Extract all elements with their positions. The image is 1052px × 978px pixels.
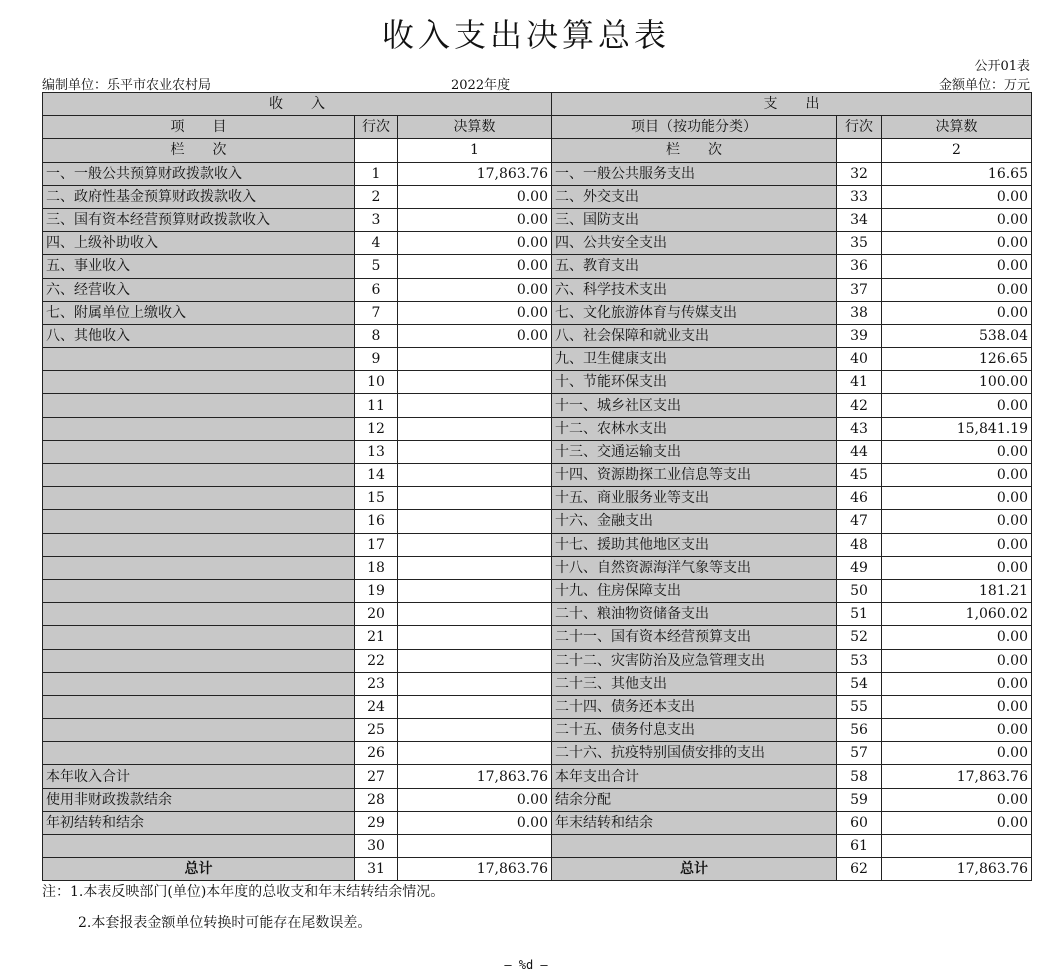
expense-item-cell: 六、科学技术支出 bbox=[552, 278, 837, 301]
expense-item-cell: 二十、粮油物资储备支出 bbox=[552, 603, 837, 626]
expense-item-cell: 十三、交通运输支出 bbox=[552, 440, 837, 463]
income-amount-cell: 0.00 bbox=[398, 301, 552, 324]
expense-item-cell: 二十五、债务付息支出 bbox=[552, 719, 837, 742]
note-1: 注：1.本表反映部门(单位)本年度的总收支和年末结转结余情况。 bbox=[42, 884, 445, 900]
income-rowno-cell: 14 bbox=[355, 464, 398, 487]
income-rowno-cell: 2 bbox=[355, 185, 398, 208]
expense-amount-cell: 0.00 bbox=[882, 742, 1032, 765]
expense-rowno-cell: 44 bbox=[837, 440, 882, 463]
income-item-cell: 使用非财政拨款结余 bbox=[43, 788, 355, 811]
expense-item-cell: 二十二、灾害防治及应急管理支出 bbox=[552, 649, 837, 672]
income-expense-table bbox=[42, 92, 1032, 881]
expense-amount-cell: 0.00 bbox=[882, 695, 1032, 718]
table-row bbox=[43, 626, 1032, 649]
table-row bbox=[43, 208, 1032, 231]
table-row bbox=[43, 417, 1032, 440]
summary-row bbox=[43, 788, 1032, 811]
income-item-cell bbox=[43, 695, 355, 718]
income-rowno-cell: 19 bbox=[355, 579, 398, 602]
expense-item-cell: 十七、援助其他地区支出 bbox=[552, 533, 837, 556]
expense-amount-cell: 0.00 bbox=[882, 185, 1032, 208]
header-row-section bbox=[43, 93, 1032, 116]
compiling-unit: 编制单位：乐平市农业农村局 bbox=[42, 78, 212, 93]
expense-rowno-cell: 53 bbox=[837, 649, 882, 672]
summary-row bbox=[43, 811, 1032, 834]
expense-rowno-cell: 60 bbox=[837, 811, 882, 834]
income-rowno-cell: 3 bbox=[355, 208, 398, 231]
income-item-cell bbox=[43, 533, 355, 556]
expense-amount-cell: 0.00 bbox=[882, 301, 1032, 324]
expense-rowno-cell: 32 bbox=[837, 162, 882, 185]
income-amount-cell: 0.00 bbox=[398, 811, 552, 834]
expense-amount-cell bbox=[882, 835, 1032, 858]
table-row bbox=[43, 649, 1032, 672]
expense-column-2: 2 bbox=[882, 139, 1032, 162]
form-code: 公开01表 bbox=[974, 59, 1030, 74]
income-item-cell bbox=[43, 417, 355, 440]
expense-amount-cell: 15,841.19 bbox=[882, 417, 1032, 440]
income-item-cell: 年初结转和结余 bbox=[43, 811, 355, 834]
expense-amount-cell: 0.00 bbox=[882, 719, 1032, 742]
expense-amount-cell: 0.00 bbox=[882, 533, 1032, 556]
income-item-cell bbox=[43, 742, 355, 765]
income-amount-cell bbox=[398, 719, 552, 742]
header-row-column-index bbox=[43, 139, 1032, 162]
expense-amount-cell: 0.00 bbox=[882, 556, 1032, 579]
income-item-cell bbox=[43, 556, 355, 579]
table-row bbox=[43, 301, 1032, 324]
expense-item-cell: 十、节能环保支出 bbox=[552, 371, 837, 394]
expense-item-cell: 七、文化旅游体育与传媒支出 bbox=[552, 301, 837, 324]
income-item-cell bbox=[43, 626, 355, 649]
income-amount-cell bbox=[398, 464, 552, 487]
table-row bbox=[43, 533, 1032, 556]
expense-item-cell: 十四、资源勘探工业信息等支出 bbox=[552, 464, 837, 487]
income-item-cell bbox=[43, 603, 355, 626]
table-row bbox=[43, 719, 1032, 742]
expense-item-cell: 五、教育支出 bbox=[552, 255, 837, 278]
income-amount-cell: 17,863.76 bbox=[398, 858, 552, 881]
table-row bbox=[43, 556, 1032, 579]
income-amount-cell bbox=[398, 394, 552, 417]
income-column-blank bbox=[355, 139, 398, 162]
summary-row bbox=[43, 765, 1032, 788]
income-item-cell: 五、事业收入 bbox=[43, 255, 355, 278]
income-amount-cell: 17,863.76 bbox=[398, 162, 552, 185]
expense-amount-cell: 0.00 bbox=[882, 440, 1032, 463]
income-amount-cell bbox=[398, 440, 552, 463]
income-item-cell: 四、上级补助收入 bbox=[43, 232, 355, 255]
income-rowno-cell: 28 bbox=[355, 788, 398, 811]
income-amount-cell bbox=[398, 672, 552, 695]
expense-rowno-cell: 62 bbox=[837, 858, 882, 881]
income-amount-cell: 0.00 bbox=[398, 185, 552, 208]
expense-item-cell: 十九、住房保障支出 bbox=[552, 579, 837, 602]
table-row bbox=[43, 742, 1032, 765]
income-rowno-cell: 11 bbox=[355, 394, 398, 417]
expense-rowno-cell: 59 bbox=[837, 788, 882, 811]
table-row bbox=[43, 603, 1032, 626]
income-amount-cell bbox=[398, 533, 552, 556]
income-amount-cell bbox=[398, 649, 552, 672]
expense-rowno-cell: 46 bbox=[837, 487, 882, 510]
expense-item-cell: 八、社会保障和就业支出 bbox=[552, 324, 837, 347]
income-rowno-cell: 6 bbox=[355, 278, 398, 301]
expense-item-cell: 二十四、债务还本支出 bbox=[552, 695, 837, 718]
table-row bbox=[43, 324, 1032, 347]
income-rowno-cell: 15 bbox=[355, 487, 398, 510]
table-row bbox=[43, 162, 1032, 185]
income-item-cell bbox=[43, 348, 355, 371]
income-rowno-cell: 22 bbox=[355, 649, 398, 672]
income-item-cell: 七、附属单位上缴收入 bbox=[43, 301, 355, 324]
income-amount-cell bbox=[398, 371, 552, 394]
income-column-label: 栏 次 bbox=[43, 139, 355, 162]
table-row bbox=[43, 440, 1032, 463]
meta-row bbox=[42, 74, 1030, 92]
expense-rowno-cell: 33 bbox=[837, 185, 882, 208]
expense-rowno-cell: 35 bbox=[837, 232, 882, 255]
income-rowno-cell: 29 bbox=[355, 811, 398, 834]
income-amount-cell bbox=[398, 487, 552, 510]
expense-amount-cell: 181.21 bbox=[882, 579, 1032, 602]
expense-amount-cell: 538.04 bbox=[882, 324, 1032, 347]
expense-amount-cell: 0.00 bbox=[882, 487, 1032, 510]
income-rowno-cell: 7 bbox=[355, 301, 398, 324]
income-item-cell bbox=[43, 672, 355, 695]
expense-item-cell: 三、国防支出 bbox=[552, 208, 837, 231]
income-item-cell: 一、一般公共预算财政拨款收入 bbox=[43, 162, 355, 185]
expense-column-blank bbox=[837, 139, 882, 162]
expense-item-cell: 二十一、国有资本经营预算支出 bbox=[552, 626, 837, 649]
expense-rowno-cell: 36 bbox=[837, 255, 882, 278]
income-amount-cell bbox=[398, 417, 552, 440]
expense-rowno-cell: 42 bbox=[837, 394, 882, 417]
expense-rowno-cell: 48 bbox=[837, 533, 882, 556]
expense-rowno-cell: 61 bbox=[837, 835, 882, 858]
income-rowno-cell: 9 bbox=[355, 348, 398, 371]
expense-amount-header: 决算数 bbox=[882, 116, 1032, 139]
total-row bbox=[43, 858, 1032, 881]
income-amount-cell: 0.00 bbox=[398, 788, 552, 811]
expense-amount-cell: 0.00 bbox=[882, 626, 1032, 649]
expense-rowno-cell: 57 bbox=[837, 742, 882, 765]
expense-amount-cell: 100.00 bbox=[882, 371, 1032, 394]
expense-rowno-cell: 40 bbox=[837, 348, 882, 371]
income-amount-cell: 17,863.76 bbox=[398, 765, 552, 788]
expense-amount-cell: 126.65 bbox=[882, 348, 1032, 371]
table-row bbox=[43, 348, 1032, 371]
income-item-header: 项 目 bbox=[43, 116, 355, 139]
income-rowno-header: 行次 bbox=[355, 116, 398, 139]
income-rowno-cell: 26 bbox=[355, 742, 398, 765]
expense-column-label: 栏 次 bbox=[552, 139, 837, 162]
page-number: — %d — bbox=[504, 958, 548, 972]
income-item-cell bbox=[43, 487, 355, 510]
table-row bbox=[43, 394, 1032, 417]
income-rowno-cell: 21 bbox=[355, 626, 398, 649]
expense-amount-cell: 17,863.76 bbox=[882, 858, 1032, 881]
table-row bbox=[43, 487, 1032, 510]
income-item-cell bbox=[43, 579, 355, 602]
expense-section-header: 支 出 bbox=[552, 93, 1032, 116]
table-row bbox=[43, 185, 1032, 208]
expense-rowno-cell: 50 bbox=[837, 579, 882, 602]
expense-amount-cell: 0.00 bbox=[882, 649, 1032, 672]
income-item-cell: 二、政府性基金预算财政拨款收入 bbox=[43, 185, 355, 208]
expense-item-header: 项目（按功能分类） bbox=[552, 116, 837, 139]
header-row-columns bbox=[43, 116, 1032, 139]
income-rowno-cell: 12 bbox=[355, 417, 398, 440]
income-amount-cell bbox=[398, 579, 552, 602]
income-rowno-cell: 27 bbox=[355, 765, 398, 788]
expense-rowno-cell: 37 bbox=[837, 278, 882, 301]
table-row bbox=[43, 464, 1032, 487]
income-amount-cell bbox=[398, 556, 552, 579]
table-row bbox=[43, 232, 1032, 255]
income-item-cell bbox=[43, 440, 355, 463]
table-row bbox=[43, 510, 1032, 533]
income-item-cell bbox=[43, 394, 355, 417]
income-item-cell: 三、国有资本经营预算财政拨款收入 bbox=[43, 208, 355, 231]
expense-rowno-cell: 41 bbox=[837, 371, 882, 394]
income-amount-cell: 0.00 bbox=[398, 232, 552, 255]
expense-item-cell: 四、公共安全支出 bbox=[552, 232, 837, 255]
expense-rowno-cell: 54 bbox=[837, 672, 882, 695]
table-row bbox=[43, 579, 1032, 602]
income-rowno-cell: 16 bbox=[355, 510, 398, 533]
income-rowno-cell: 10 bbox=[355, 371, 398, 394]
expense-rowno-cell: 39 bbox=[837, 324, 882, 347]
expense-amount-cell: 0.00 bbox=[882, 232, 1032, 255]
expense-amount-cell: 0.00 bbox=[882, 672, 1032, 695]
income-amount-cell bbox=[398, 742, 552, 765]
expense-rowno-cell: 49 bbox=[837, 556, 882, 579]
expense-item-cell: 十八、自然资源海洋气象等支出 bbox=[552, 556, 837, 579]
expense-item-cell: 本年支出合计 bbox=[552, 765, 837, 788]
income-rowno-cell: 18 bbox=[355, 556, 398, 579]
income-rowno-cell: 24 bbox=[355, 695, 398, 718]
income-section-header: 收 入 bbox=[43, 93, 552, 116]
income-item-cell bbox=[43, 835, 355, 858]
table-row bbox=[43, 278, 1032, 301]
expense-amount-cell: 0.00 bbox=[882, 394, 1032, 417]
income-rowno-cell: 1 bbox=[355, 162, 398, 185]
income-rowno-cell: 13 bbox=[355, 440, 398, 463]
expense-item-cell: 一、一般公共服务支出 bbox=[552, 162, 837, 185]
summary-row bbox=[43, 835, 1032, 858]
income-amount-cell bbox=[398, 626, 552, 649]
income-rowno-cell: 25 bbox=[355, 719, 398, 742]
expense-item-cell: 年末结转和结余 bbox=[552, 811, 837, 834]
expense-amount-cell: 0.00 bbox=[882, 278, 1032, 301]
expense-item-cell: 二十三、其他支出 bbox=[552, 672, 837, 695]
expense-rowno-header: 行次 bbox=[837, 116, 882, 139]
income-amount-cell bbox=[398, 603, 552, 626]
expense-rowno-cell: 58 bbox=[837, 765, 882, 788]
expense-item-cell: 十六、金融支出 bbox=[552, 510, 837, 533]
fiscal-year: 2022年度 bbox=[451, 78, 511, 93]
table-row bbox=[43, 255, 1032, 278]
income-item-cell bbox=[43, 371, 355, 394]
income-item-cell: 总计 bbox=[43, 858, 355, 881]
expense-rowno-cell: 55 bbox=[837, 695, 882, 718]
income-amount-cell bbox=[398, 348, 552, 371]
expense-amount-cell: 0.00 bbox=[882, 208, 1032, 231]
expense-rowno-cell: 38 bbox=[837, 301, 882, 324]
income-rowno-cell: 8 bbox=[355, 324, 398, 347]
income-item-cell bbox=[43, 649, 355, 672]
expense-amount-cell: 0.00 bbox=[882, 788, 1032, 811]
expense-item-cell bbox=[552, 835, 837, 858]
expense-amount-cell: 0.00 bbox=[882, 510, 1032, 533]
income-item-cell bbox=[43, 510, 355, 533]
expense-amount-cell: 1,060.02 bbox=[882, 603, 1032, 626]
income-rowno-cell: 17 bbox=[355, 533, 398, 556]
expense-rowno-cell: 45 bbox=[837, 464, 882, 487]
income-amount-cell bbox=[398, 510, 552, 533]
page-title: 收入支出决算总表 bbox=[381, 16, 670, 54]
amount-unit: 金额单位：万元 bbox=[938, 78, 1030, 93]
table-row bbox=[43, 672, 1032, 695]
table-row bbox=[43, 695, 1032, 718]
expense-item-cell: 二、外交支出 bbox=[552, 185, 837, 208]
expense-rowno-cell: 47 bbox=[837, 510, 882, 533]
income-amount-cell bbox=[398, 835, 552, 858]
income-rowno-cell: 5 bbox=[355, 255, 398, 278]
income-item-cell: 本年收入合计 bbox=[43, 765, 355, 788]
expense-item-cell: 二十六、抗疫特别国债安排的支出 bbox=[552, 742, 837, 765]
income-rowno-cell: 20 bbox=[355, 603, 398, 626]
income-amount-cell: 0.00 bbox=[398, 208, 552, 231]
income-item-cell bbox=[43, 719, 355, 742]
expense-amount-cell: 0.00 bbox=[882, 255, 1032, 278]
expense-amount-cell: 17,863.76 bbox=[882, 765, 1032, 788]
income-amount-cell: 0.00 bbox=[398, 324, 552, 347]
income-amount-header: 决算数 bbox=[398, 116, 552, 139]
expense-rowno-cell: 52 bbox=[837, 626, 882, 649]
income-item-cell: 六、经营收入 bbox=[43, 278, 355, 301]
expense-amount-cell: 16.65 bbox=[882, 162, 1032, 185]
expense-amount-cell: 0.00 bbox=[882, 811, 1032, 834]
income-rowno-cell: 4 bbox=[355, 232, 398, 255]
income-amount-cell bbox=[398, 695, 552, 718]
expense-item-cell: 十五、商业服务业等支出 bbox=[552, 487, 837, 510]
table-row bbox=[43, 371, 1032, 394]
expense-rowno-cell: 56 bbox=[837, 719, 882, 742]
expense-item-cell: 九、卫生健康支出 bbox=[552, 348, 837, 371]
expense-item-cell: 结余分配 bbox=[552, 788, 837, 811]
expense-item-cell: 十二、农林水支出 bbox=[552, 417, 837, 440]
income-item-cell bbox=[43, 464, 355, 487]
expense-rowno-cell: 34 bbox=[837, 208, 882, 231]
income-rowno-cell: 23 bbox=[355, 672, 398, 695]
income-rowno-cell: 30 bbox=[355, 835, 398, 858]
note-2: 2.本套报表金额单位转换时可能存在尾数误差。 bbox=[78, 915, 372, 931]
income-item-cell: 八、其他收入 bbox=[43, 324, 355, 347]
income-amount-cell: 0.00 bbox=[398, 255, 552, 278]
expense-rowno-cell: 51 bbox=[837, 603, 882, 626]
income-amount-cell: 0.00 bbox=[398, 278, 552, 301]
income-rowno-cell: 31 bbox=[355, 858, 398, 881]
expense-item-cell: 十一、城乡社区支出 bbox=[552, 394, 837, 417]
expense-rowno-cell: 43 bbox=[837, 417, 882, 440]
expense-item-cell: 总计 bbox=[552, 858, 837, 881]
income-column-1: 1 bbox=[398, 139, 552, 162]
expense-amount-cell: 0.00 bbox=[882, 464, 1032, 487]
